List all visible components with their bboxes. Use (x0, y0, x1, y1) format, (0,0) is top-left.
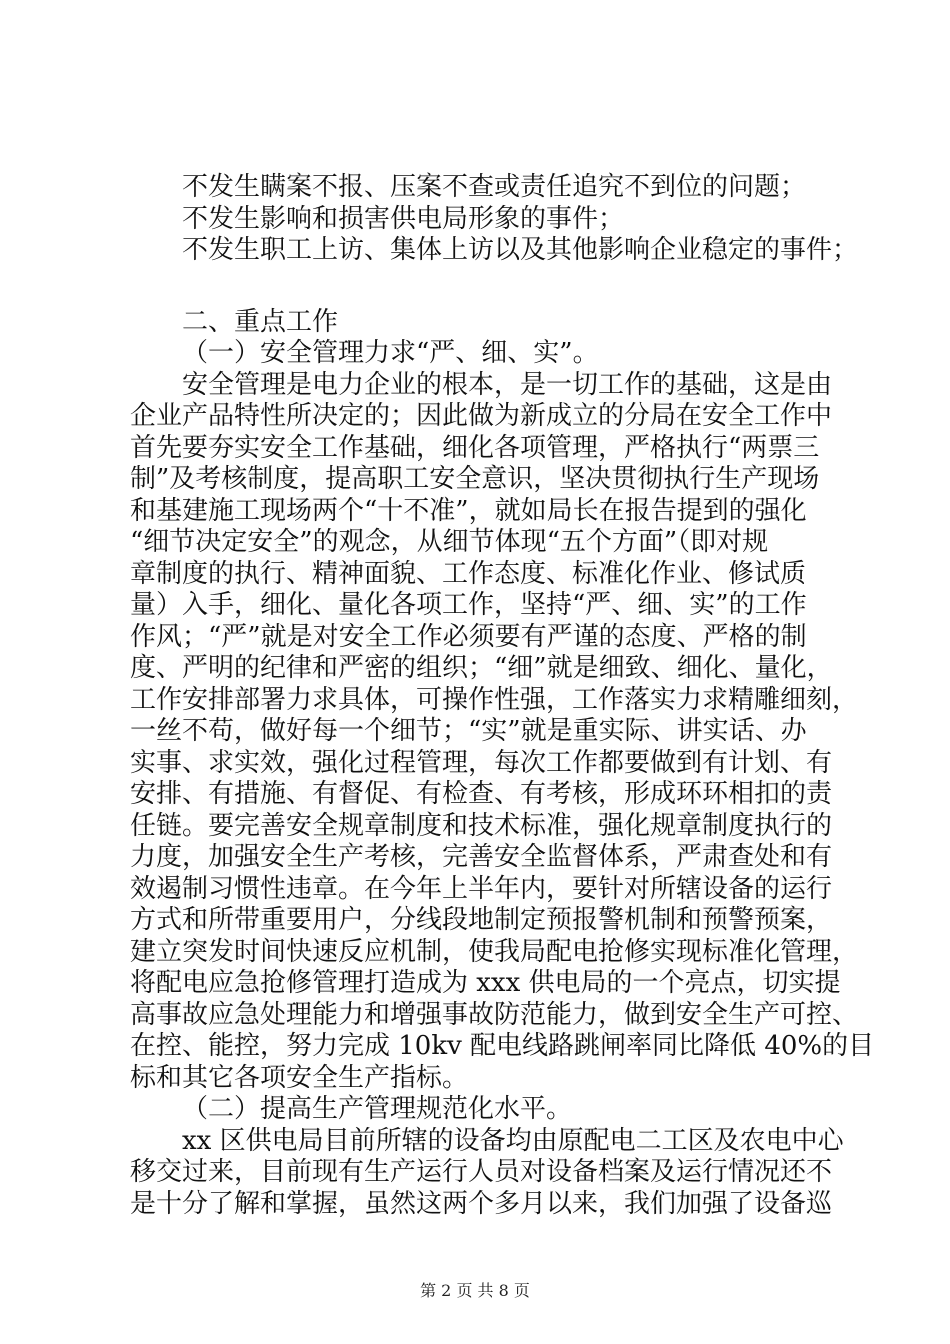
paragraph-line: 任链。要完善安全规章制度和技术标准，强化规章制度执行的 (130, 810, 833, 841)
condition-line-1: 不发生瞒案不报、压案不查或责任追究不到位的问题； (182, 172, 807, 202)
paragraph-line: 实事、求实效，强化过程管理，每次工作都要做到有计划、有 (130, 747, 833, 778)
section-gap (130, 267, 835, 307)
paragraph-line: 工作安排部署力求具体，可操作性强，工作落实力求精雕细刻， (130, 684, 859, 715)
paragraph-line: 力度，加强安全生产考核，完善安全监督体系，严肃查处和有 (130, 842, 833, 872)
paragraph-line: 在控、能控，努力完成 10kv 配电线路跳闸率同比降低 40%的目 (130, 1031, 875, 1061)
paragraph-line: 度、严明的纪律和严密的组织；“细”就是细致、细化、量化， (130, 653, 833, 683)
paragraph-line: 移交过来，目前现有生产运行人员对设备档案及运行情况还不 (130, 1157, 833, 1187)
page-footer: 第 2 页 共 8 页 (420, 1281, 530, 1300)
paragraph-line: 效遏制习惯性违章。在今年上半年内，要针对所辖设备的运行 (130, 873, 833, 904)
paragraph-line: 首先要夯实安全工作基础，细化各项管理，严格执行“两票三 (130, 432, 820, 463)
condition-line-2: 不发生影响和损害供电局形象的事件； (182, 203, 625, 234)
paragraph-line: 标和其它各项安全生产指标。 (130, 1062, 469, 1093)
paragraph-line: 方式和所带重要用户，分线段地制定预报警机制和预警预案， (130, 905, 833, 935)
paragraph-line: 制”及考核制度，提高职工安全意识，坚决贯彻执行生产现场 (130, 464, 820, 494)
paragraph-line: 量）入手，细化、量化各项工作，坚持“严、细、实”的工作 (130, 590, 807, 620)
paragraph-line: 高事故应急处理能力和增强事故防范能力，做到安全生产可控、 (130, 999, 859, 1030)
paragraph-safety-management (130, 369, 875, 1095)
paragraph-line: 和基建施工现场两个“十不准”，就如局长在报告提到的强化 (130, 495, 807, 526)
paragraph-line: 建立突发时间快速反应机制，使我局配电抢修实现标准化管理， (130, 936, 859, 967)
paragraph-line: 章制度的执行、精神面貌、工作态度、标准化作业、修试质 (130, 558, 807, 589)
subsection-heading-1: （一）安全管理力求“严、细、实”。 (182, 338, 599, 368)
paragraph-line: 将配电应急抢修管理打造成为 xxx 供电局的一个亮点，切实提 (130, 968, 841, 998)
subsection-heading-2: （二）提高生产管理规范化水平。 (182, 1094, 573, 1124)
paragraph-line: 一丝不苟，做好每一个细节；“实”就是重实际、讲实话、办 (130, 716, 807, 746)
document-body (130, 172, 875, 1220)
paragraph-line: 安排、有措施、有督促、有检查、有考核，形成环环相扣的责 (130, 779, 833, 809)
paragraph-line: 安全管理是电力企业的根本，是一切工作的基础，这是由 (182, 369, 833, 400)
paragraph-line: 作风；“严”就是对安全工作必须要有严谨的态度、严格的制 (130, 621, 807, 652)
paragraph-production-management (130, 1125, 844, 1221)
condition-line-3: 不发生职工上访、集体上访以及其他影响企业稳定的事件； (182, 235, 859, 265)
paragraph-line: xx 区供电局目前所辖的设备均由原配电二工区及农电中心 (182, 1125, 844, 1156)
paragraph-line: 是十分了解和掌握，虽然这两个多月以来，我们加强了设备巡 (130, 1188, 833, 1219)
paragraph-line: “细节决定安全”的观念，从细节体现“五个方面”（即对规 (130, 527, 769, 557)
paragraph-line: 企业产品特性所决定的；因此做为新成立的分局在安全工作中 (130, 401, 833, 431)
section-heading: 二、重点工作 (182, 306, 339, 337)
